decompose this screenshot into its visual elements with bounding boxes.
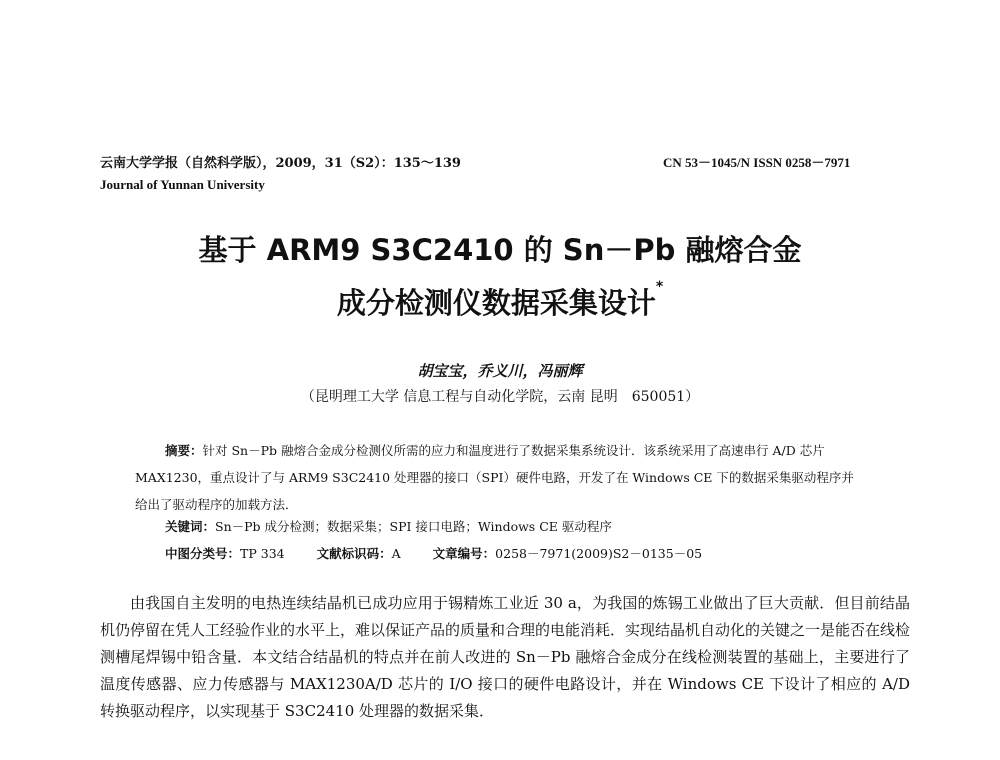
article-number-value: 0258－7971(2009)S2－0135－05 — [495, 546, 703, 561]
body-paragraph: 由我国自主发明的电热连续结晶机已成功应用于锡精炼工业近 30 a，为我国的炼锡工业做出了巨大贡献．但目前结晶机仍停留在凭人工经验作业的水平上，难以保证产品的质量和合理的电能消耗．实现结晶机自动化的关键之一是能否在线检测槽尾焊锡中铅含量．本文结合结晶机的特点并在前人改进的 Sn－Pb 融熔合金成分在线检测装置的基础上，主要进行了温度传感器、应力传感器与 MAX1230A/D 芯片的 I/O 接口的硬件电路设计，并在 Windows CE 下设计了相应的 A/D 转换驱动程序，以实现基于 S3C2410 处理器的数据采集． — [100, 594, 911, 720]
issn-line: CN 53－1045/N ISSN 0258－7971 — [663, 155, 851, 170]
authors: 胡宝宝，乔义川，冯丽辉 — [417, 362, 583, 380]
clc-label: 中图分类号： — [165, 546, 241, 561]
abstract-text: 针对 Sn－Pb 融熔合金成分检测仪所需的应力和温度进行了数据采集系统设计．该系统采用了高速串行 A/D 芯片 MAX1230，重点设计了与 ARM9 S3C2410 处理器的接口（SPI）硬件电路，开发了在 Windows CE 下的数据采集驱动程序并给出了驱动程序的加载方法． — [135, 443, 854, 512]
journal-english-name: Journal of Yunnan University — [100, 177, 265, 192]
journal-citation: 云南大学学报（自然科学版），2009，31（S2）：135～139 — [100, 156, 461, 171]
paper-title-line2-text: 成分检测仪数据采集设计 — [336, 286, 656, 320]
article-number-label: 文章编号： — [432, 546, 496, 561]
title-footnote-mark: * — [655, 279, 664, 295]
abstract — [135, 437, 865, 518]
abstract-body — [135, 437, 865, 518]
keywords-label: 关键词： — [165, 519, 216, 534]
affiliation: （昆明理工大学 信息工程与自动化学院，云南 昆明 650051） — [300, 389, 700, 405]
keywords-text: Sn－Pb 成分检测；数据采集；SPI 接口电路；Windows CE 驱动程序 — [215, 519, 612, 534]
paper-title-line1: 基于 ARM9 S3C2410 的 Sn－Pb 融熔合金 — [198, 233, 802, 267]
doc-code-label: 文献标识码： — [316, 546, 392, 561]
abstract-label: 摘要： — [165, 443, 203, 458]
keywords — [165, 517, 612, 535]
classification-line — [165, 544, 702, 562]
paper-title-line2 — [0, 281, 1000, 322]
clc-value: TP 334 — [240, 546, 285, 561]
doc-code-value: A — [391, 546, 401, 561]
